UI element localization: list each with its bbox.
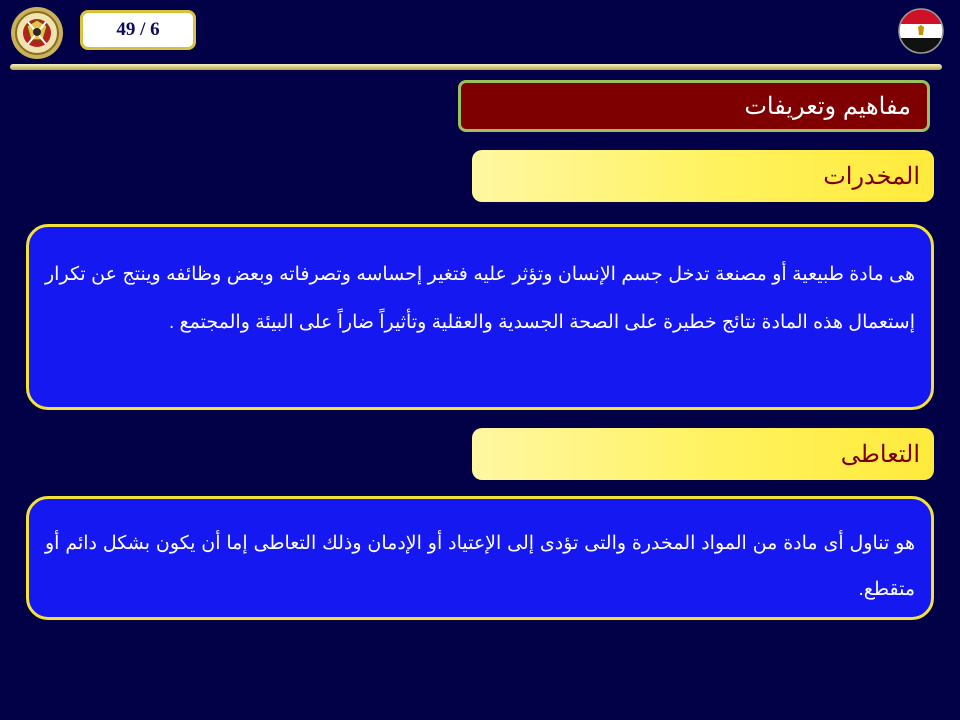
- definition-box-drugs: [26, 224, 934, 410]
- header-divider: [10, 64, 942, 70]
- army-emblem-icon: [10, 6, 64, 60]
- definition-text: هو تناول أى مادة من المواد المخدرة والتى تؤدى إلى الإعتياد أو الإدمان وذلك التعاطى إما أن يكون بشكل دائم أو متقطع.: [45, 533, 915, 600]
- section-title: مفاهيم وتعريفات: [458, 80, 930, 132]
- egypt-flag-icon: [898, 8, 944, 54]
- page-counter: 49 / 6: [80, 10, 196, 50]
- term-heading-abuse: التعاطى: [472, 428, 934, 480]
- term-heading-drugs: المخدرات: [472, 150, 934, 202]
- definition-text: هى مادة طبيعية أو مصنعة تدخل جسم الإنسان وتؤثر عليه فتغير إحساسه وتصرفاته وبعض وظائفه وينتج عن تكرار إستعمال هذه المادة نتائج خطيرة على الصحة الجسدية والعقلية وتأثيراً ضاراً على البيئة والمجتمع .: [45, 264, 915, 333]
- definition-box-abuse: [26, 496, 934, 620]
